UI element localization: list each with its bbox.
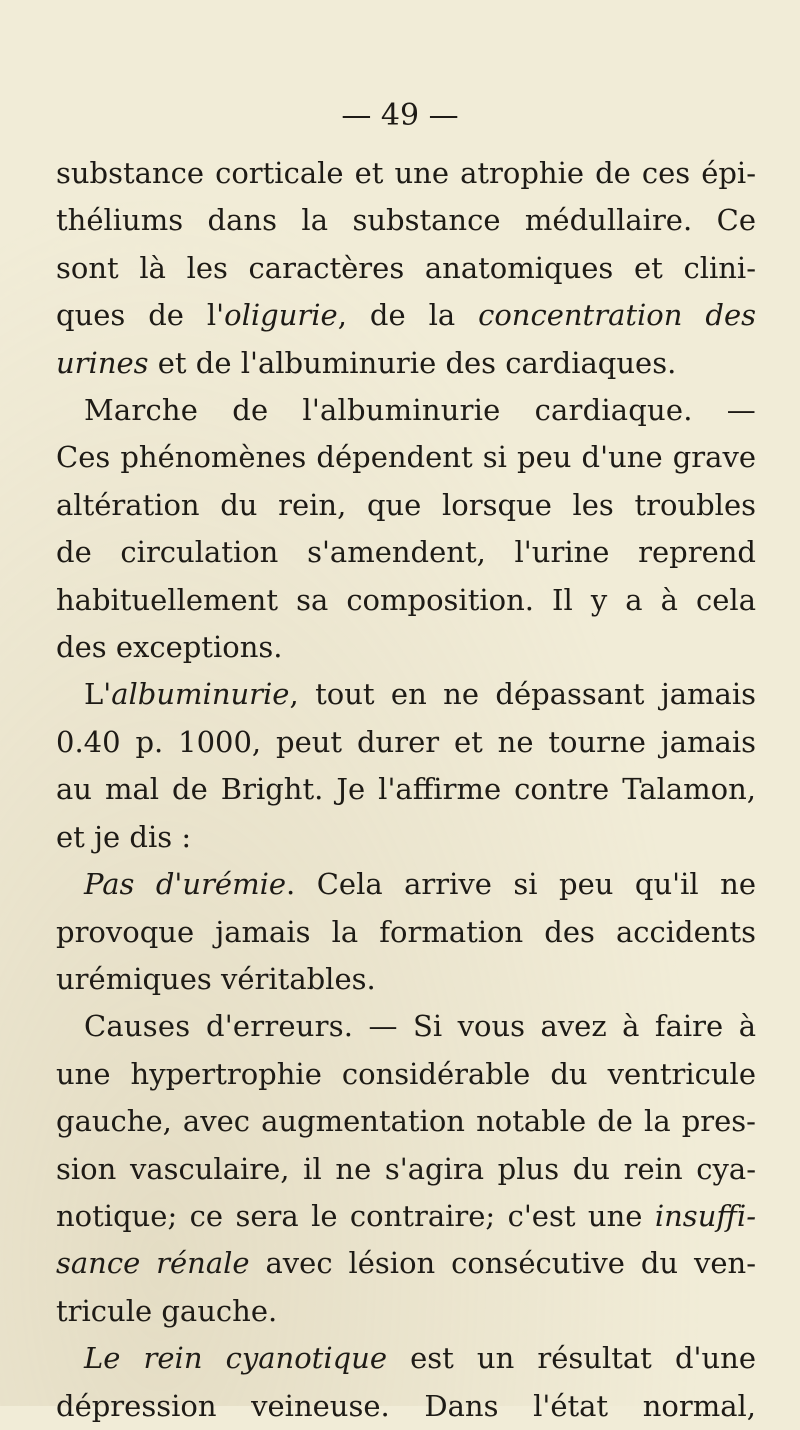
text-line: sont là les caractères anatomiques et clini- <box>56 250 756 285</box>
text-run: , tout en ne dépassant jamais <box>289 677 756 712</box>
text-run: est un résultat d'une <box>387 1341 756 1376</box>
text-line: des exceptions. <box>56 630 283 665</box>
section-heading-causes: Causes d'erreurs <box>84 1009 344 1044</box>
italic-term-albuminurie: albuminurie <box>111 677 290 712</box>
section-heading-marche: Marche de l'albuminurie cardiaque. — <box>84 393 756 428</box>
text-line: substance corticale et une atrophie de ces épi- <box>56 156 756 190</box>
italic-term-oligurie: oligurie <box>224 298 338 333</box>
text-run: ques de l' <box>56 298 225 333</box>
italic-term-concentration: concentration des <box>478 298 756 333</box>
text-run: . — Si vous avez à faire à <box>343 1009 756 1044</box>
italic-heading-pas-d-uremie: Pas d'urémie <box>84 867 287 902</box>
text-line: une hypertrophie considérable du ventricule <box>56 1056 756 1091</box>
text-line: théliums dans la substance médullaire. Ce <box>56 203 756 238</box>
text-line: sion vasculaire, il ne s'agira plus du rein cya- <box>56 1151 756 1186</box>
text-line <box>56 292 756 339</box>
text-line: urémiques véritables. <box>56 961 376 996</box>
text-run: . Cela arrive si peu qu'il ne <box>286 867 756 902</box>
text-run: L' <box>84 677 112 712</box>
text-line <box>56 671 756 718</box>
text-line: et je dis : <box>56 819 192 854</box>
text-line <box>56 1335 756 1382</box>
text-run: avec lésion consécutive du ven- <box>249 1246 756 1281</box>
text-line: tricule gauche. <box>56 1293 278 1328</box>
text-line <box>56 1240 756 1287</box>
text-line: 0.40 p. 1000, peut durer et ne tourne jamais <box>56 724 756 759</box>
italic-term-insuffisance: insuffi- <box>654 1198 756 1233</box>
text-line <box>56 1003 756 1050</box>
text-run: notique; ce sera le contraire; c'est une <box>56 1198 655 1233</box>
text-line <box>56 1193 756 1240</box>
text-line: provoque jamais la formation des accidents <box>56 914 756 949</box>
text-line: dépression veineuse. Dans l'état normal, <box>56 1388 756 1423</box>
text-line: habituellement sa composition. Il y a à cela <box>56 582 756 617</box>
text-run: , de la <box>337 298 479 333</box>
italic-term-urines: urines <box>56 345 149 380</box>
text-line: au mal de Bright. Je l'affirme contre Talamon, <box>56 772 756 807</box>
body-text <box>56 150 756 1430</box>
text-line: de circulation s'amendent, l'urine reprend <box>56 535 756 570</box>
text-line: altération du rein, que lorsque les troubles <box>56 487 756 522</box>
text-line: gauche, avec augmentation notable de la pres- <box>56 1104 756 1139</box>
text-line <box>56 340 756 387</box>
italic-heading-rein-cyanotique: Le rein cyanotique <box>84 1341 387 1376</box>
text-run: et de l'albuminurie des cardiaques. <box>148 345 677 380</box>
page-number-header: — 49 — <box>341 98 459 133</box>
text-line <box>56 861 756 908</box>
text-line: Ces phénomènes dépendent si peu d'une grave <box>56 440 756 475</box>
italic-term-renale: sance rénale <box>56 1246 250 1281</box>
